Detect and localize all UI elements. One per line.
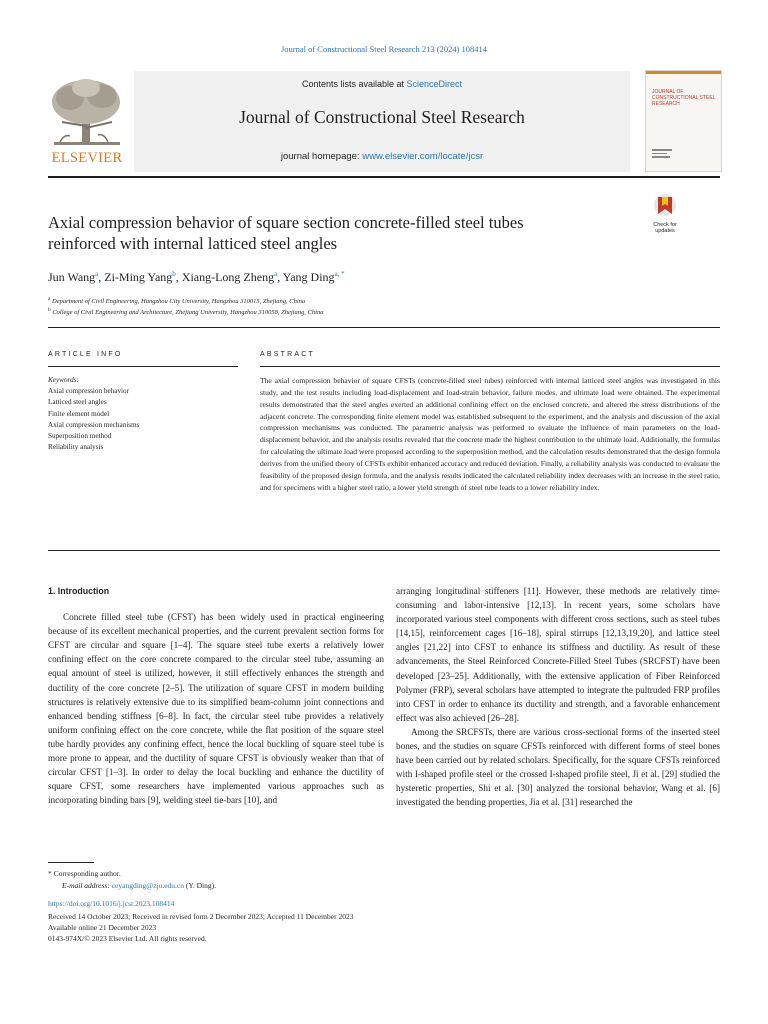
email-suffix: (Y. Ding). [184, 881, 216, 890]
author-affiliation-marker[interactable]: a [274, 270, 278, 278]
affiliation-text: College of Civil Engineering and Architecture, Zhejiang University, Hangzhou 310058, Zhejiang, China [52, 309, 324, 317]
header-rule [48, 176, 720, 178]
doi-link[interactable]: https://doi.org/10.1016/j.jcsr.2023.108414 [48, 899, 175, 908]
cover-accent-bar [646, 71, 721, 74]
contents-prefix: Contents lists available at [301, 79, 407, 89]
abstract-heading: ABSTRACT [260, 351, 315, 358]
affiliation-b [48, 307, 323, 316]
email-label: E-mail address: [62, 881, 112, 890]
affiliation-marker: a [48, 296, 51, 302]
journal-citation[interactable]: Journal of Constructional Steel Research 213 (2024) 108414 [280, 44, 488, 54]
abstract-rule [260, 366, 720, 367]
keyword: Latticed steel angles [48, 398, 107, 407]
abstract-text: The axial compression behavior of square CFSTs (concrete-filled steel tubes) reinforced with internal latticed steel angles was investigated in this study, and the test results including load-displacement and load-strain behavior, failure modes, and ultimate load were obtained. The experimental results demonstrated that the steel angles exerted an additional confining effect on the enclosed concrete, and altered the stress distributions of the adjacent concrete. The corresponding finite element model was established subsequent to the experiment, and the analysis and discussion of the axial compression mechanisms was conducted. The parametric analysis was performed to evaluate the influence of main parameters on the load-displacement behavior, and the analysis results revealed that the concrete made the highest contribution to the ultimate load. Additionally, the formulas for calculating the ultimate load were proposed according to the superposition method, and the calculation results demonstrated that the design formula derives from the unified theory of CFSTs exhibit enhanced accuracy and reduced deviation. Finally, a reliability analysis was conducted to evaluate the feasibility of the proposed design formula, and the analysis results indicated the calculated reliability index decreases with an increase in the steel ratio, and for specimens with a higher steel ratio, a lower yield strength of steel tube leads to a lower reliability index. [260, 376, 720, 492]
email-link[interactable]: ceyangding@zju.edu.cn [111, 881, 185, 890]
publisher-name: ELSEVIER [51, 150, 123, 166]
cover-text-lines [652, 149, 672, 160]
article-info-heading: ARTICLE INFO [48, 351, 123, 358]
footnote-rule [48, 862, 94, 863]
article-info-rule [48, 366, 238, 367]
abstract-bottom-rule [48, 550, 720, 551]
contents-line [134, 79, 630, 89]
article-title-line-1: Axial compression behavior of square section concrete-filled steel tubes [48, 213, 524, 232]
corresponding-author-note: * Corresponding author. [48, 869, 121, 878]
copyright: 0143-974X/© 2023 Elsevier Ltd. All rights reserved. [48, 934, 207, 943]
author-affiliation-marker[interactable]: b [172, 270, 176, 278]
title-block-rule [48, 327, 720, 328]
author-affiliation-marker[interactable]: a, * [334, 270, 345, 278]
keyword: Finite element model [48, 409, 110, 418]
body-left-column [48, 584, 384, 807]
journal-homepage [134, 151, 630, 162]
article-title [48, 212, 628, 254]
received-dates: Received 14 October 2023; Received in revised form 2 December 2023; Accepted 11 December 2023 [48, 912, 354, 921]
sciencedirect-link[interactable]: ScienceDirect [406, 79, 463, 89]
homepage-link[interactable]: www.elsevier.com/locate/jcsr [362, 151, 484, 162]
badge-line-2: updates [655, 228, 675, 234]
affiliation-a [48, 296, 305, 305]
body-paragraph: Concrete filled steel tube (CFST) has been widely used in practical engineering because of its excellent mechanical properties, and the current prevalent section forms for CFST are circular and square [1–4]. The square steel tube exerts a relatively lower confining effect on the core concrete compared to the circular steel tube, assuming an equal amount of steel is utilized, however, it still effectively enhances the strength and ductility of the core concrete [2–5]. The utilization of square CFST in modern building structures is relatively extensive due to its simplified beam-column joint connections and enhanced bending stiffness [6–8]. In fact, the circular steel tube provides a relatively uniform confining effect on the core concrete, while the flat position of the square steel tube hardly provides any confining effect, hence the local buckling of square steel tube is more prone to appear, and the ductility of square CFST is obviously weaker than that of circular CFST [1–3]. In order to delay the local buckling and enhance the ductility of square CFST, some researchers have implemented various approaches such as incorporating binding bars [9], welding steel tie-bars [10], and [48, 612, 384, 806]
keyword: Axial compression mechanisms [48, 420, 140, 429]
section-heading-introduction: 1. Introduction [48, 586, 110, 596]
publication-history [48, 911, 353, 944]
cover-title: JOURNAL OF CONSTRUCTIONAL STEEL RESEARCH [652, 89, 716, 107]
body-paragraph: Among the SRCFSTs, there are various cross-sectional forms of the inserted steel bones, and the studies on square CFSTs reinforced with different forms of steel bones have been carried out by related scholars. Specifically, for the square CFSTs reinforced with I-shaped profile steel or the crossed I-shaped profile steel, Ji et al. [29] studied the hysteretic properties, Shi et al. [30] analyzed the torsional behavior, Wang et al. [6] investigated the bending properties, Jia et al. [31] researched the [396, 726, 720, 808]
badge-line-1: Check for [653, 222, 677, 228]
homepage-prefix: journal homepage: [280, 151, 363, 162]
author-name: Zi-Ming Yang [104, 270, 173, 284]
keyword: Reliability analysis [48, 443, 104, 452]
author-name: Jun Wang [48, 270, 96, 284]
keyword: Axial compression behavior [48, 387, 130, 396]
journal-cover-thumbnail[interactable] [645, 70, 722, 172]
keywords-list [48, 375, 238, 453]
journal-title: Journal of Constructional Steel Research [239, 107, 525, 127]
body-right-column [396, 584, 720, 810]
keyword: Superposition method [48, 432, 112, 441]
author-name: Yang Ding [282, 270, 335, 284]
check-for-updates-badge[interactable] [645, 193, 685, 233]
author-list: Jun Wang$^a$, Zi-Ming Yang$^b$, Xiang-Long Zheng$^a$, Yang Ding$^{a, *}$ [48, 270, 345, 284]
elsevier-tree-logo [48, 76, 126, 148]
affiliation-marker: b [48, 307, 51, 313]
article-title-line-2: reinforced with internal latticed steel angles [48, 234, 338, 253]
available-online: Available online 21 December 2023 [48, 923, 157, 932]
author-affiliation-marker[interactable]: a [95, 270, 99, 278]
keywords-label: Keywords: [48, 376, 79, 384]
author-name: Xiang-Long Zheng [181, 270, 275, 284]
check-for-updates-icon [645, 193, 685, 217]
affiliation-text: Department of Civil Engineering, Hangzhou City University, Hangzhou 310015, Zhejiang, China [52, 298, 306, 306]
body-paragraph: arranging longitudinal stiffeners [11]. However, these methods are relatively time-consuming and labor-intensive [12,13]. In recent years, some scholars have incorporated various steel components with different cross sections, such as steel tubes [14,15], reinforcement cages [16–18], spiral stirrups [12,13,19,20], and lattice steel angles [21,22] into CFST to enhance its stiffness and ductility. As result of these advancements, the Steel Reinforced Concrete-Filled Steel Tubes (SRCFST) have been developed [23–25]. Additionally, with the extensive application of Fiber Reinforced Polymer (FRP), several scholars have attempted to integrate the pultruded FRP profiles into CFST in order to enhance its ductility and strength, and a favorable enhancement effect was also achieved [26–28]. [396, 586, 720, 723]
email-line [62, 880, 216, 891]
